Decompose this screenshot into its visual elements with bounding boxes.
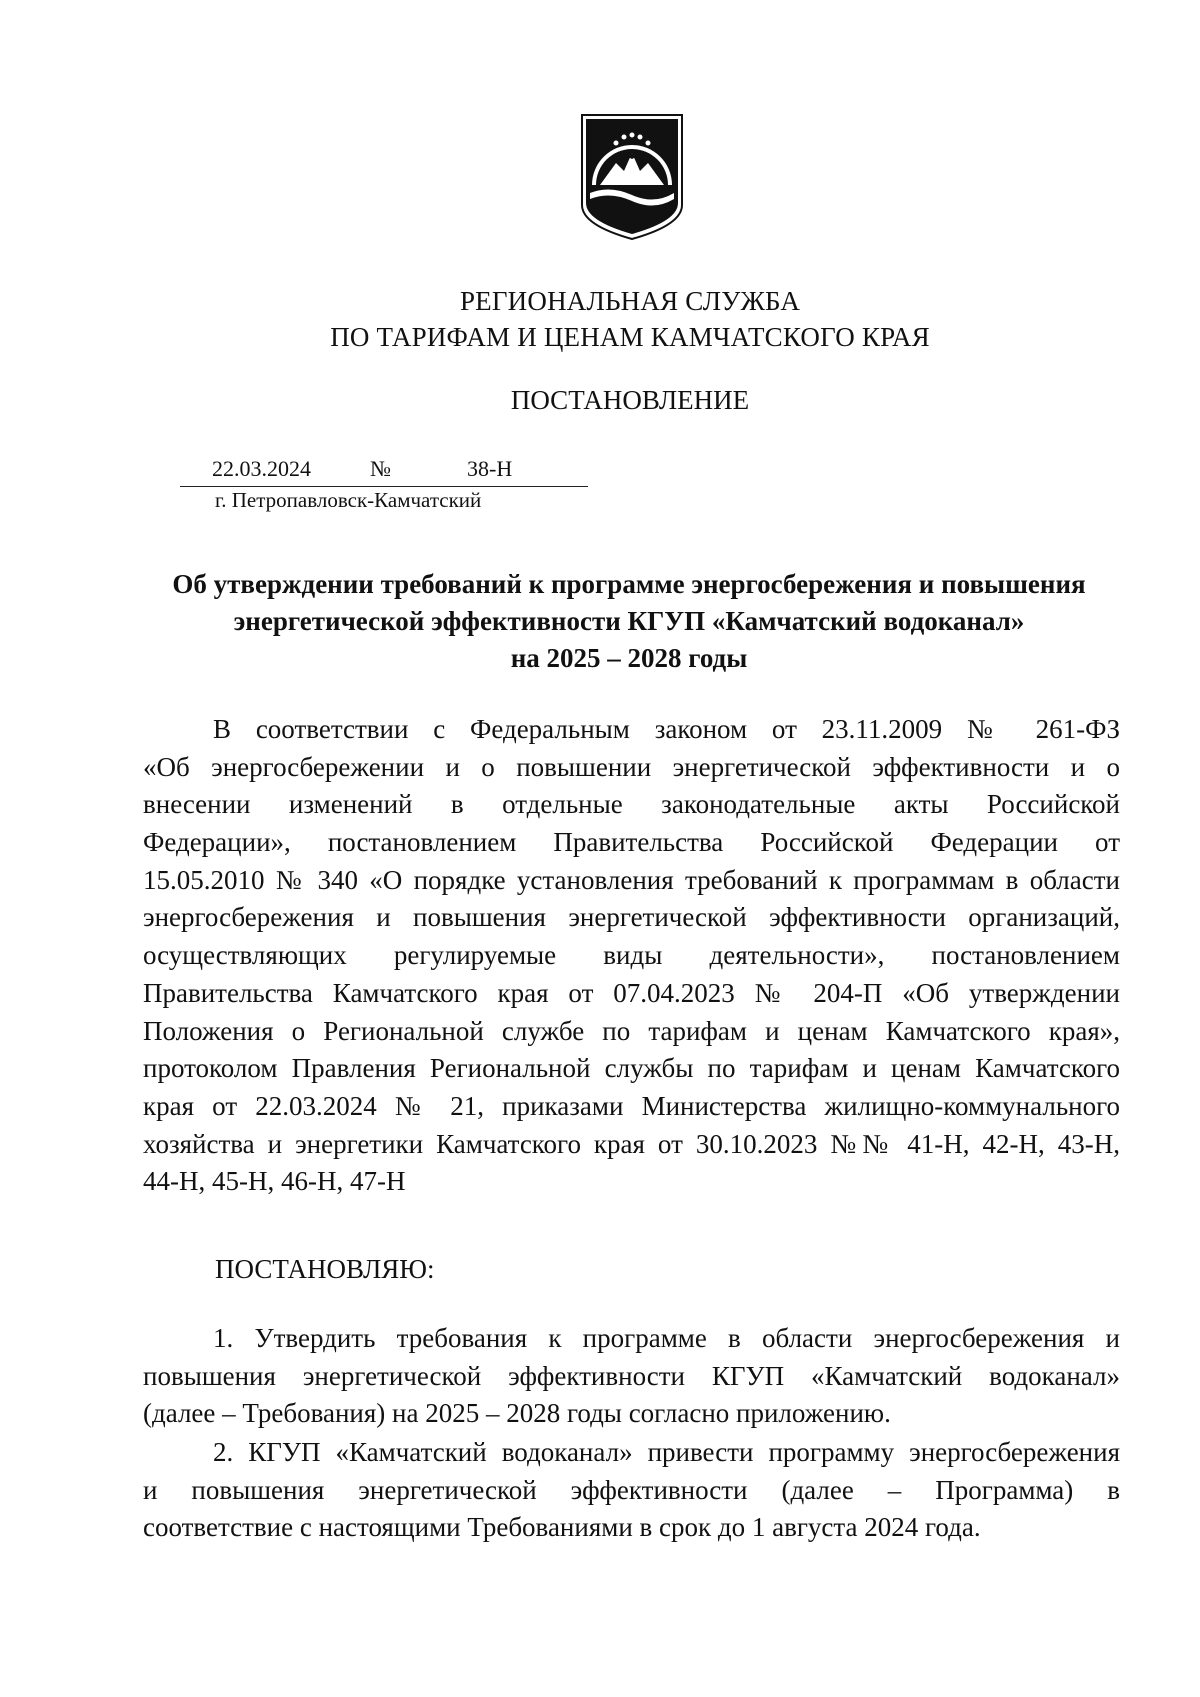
- date-number-line: [180, 454, 588, 487]
- item-1-paragraph: [143, 1320, 1120, 1433]
- document-number: 38-Н: [467, 456, 513, 481]
- text-line: Положения о Региональной службе по тарифам и ценам Камчатского края»,: [143, 1015, 1120, 1046]
- text-line: Правительства Камчатского края от 07.04.2023 № 204-П «Об утверждении: [143, 977, 1120, 1008]
- city: г. Петропавловск-Камчатский: [215, 488, 482, 512]
- text-line: края от 22.03.2024 № 21, приказами Министерства жилищно-коммунального: [143, 1090, 1120, 1121]
- authority-line: РЕГИОНАЛЬНАЯ СЛУЖБА: [459, 286, 801, 316]
- preamble-paragraph: [143, 711, 1120, 1201]
- text-line: повышения энергетической эффективности КГУП «Камчатский водоканал»: [143, 1360, 1120, 1391]
- document-subject: [138, 566, 1120, 677]
- decree-word: ПОСТАНОВЛЯЮ:: [215, 1254, 435, 1284]
- kamchatka-coat-of-arms-icon: [580, 113, 684, 241]
- text-line: 15.05.2010 № 340 «О порядке установления требований к программам в области: [143, 864, 1120, 895]
- authority-line: ПО ТАРИФАМ И ЦЕНАМ КАМЧАТСКОГО КРАЯ: [330, 322, 930, 352]
- text-line: Федерации», постановлением Правительства Российской Федерации от: [143, 827, 1120, 858]
- document-type: ПОСТАНОВЛЕНИЕ: [510, 385, 750, 415]
- text-line: внесении изменений в отдельные законодательные акты Российской: [143, 789, 1120, 820]
- document-date: 22.03.2024: [212, 456, 311, 481]
- item-2-paragraph: [143, 1434, 1120, 1547]
- number-sign: №: [370, 456, 391, 481]
- text-line: 1. Утвердить требования к программе в области энергосбережения и: [213, 1323, 1120, 1353]
- text-line: осуществляющих регулируемые виды деятельности», постановлением: [143, 940, 1120, 971]
- text-line: энергосбережения и повышения энергетической эффективности организаций,: [143, 902, 1120, 933]
- text-line: (далее – Требования) на 2025 – 2028 годы согласно приложению.: [143, 1398, 891, 1429]
- text-line: 44-Н, 45-Н, 46-Н, 47-Н: [143, 1166, 406, 1197]
- text-line: В соответствии с Федеральным законом от 23.11.2009 № 261-ФЗ: [213, 714, 1120, 744]
- text-line: протоколом Правления Региональной службы по тарифам и ценам Камчатского: [143, 1053, 1120, 1084]
- text-line: хозяйства и энергетики Камчатского края от 30.10.2023 №№ 41-Н, 42-Н, 43-Н,: [143, 1128, 1120, 1159]
- text-line: «Об энергосбережении и о повышении энергетической эффективности и о: [143, 751, 1120, 782]
- text-line: 2. КГУП «Камчатский водоканал» привести программу энергосбережения: [213, 1437, 1120, 1467]
- authority-name: [0, 283, 1200, 355]
- text-line: и повышения энергетической эффективности (далее – Программа) в: [143, 1474, 1120, 1505]
- subject-line: энергетической эффективности КГУП «Камчатский водоканал»: [233, 606, 1025, 636]
- subject-line: на 2025 – 2028 годы: [510, 643, 748, 673]
- text-line: соответствие с настоящими Требованиями в срок до 1 августа 2024 года.: [143, 1512, 981, 1543]
- subject-line: Об утверждении требований к программе энергосбережения и повышения: [172, 569, 1086, 599]
